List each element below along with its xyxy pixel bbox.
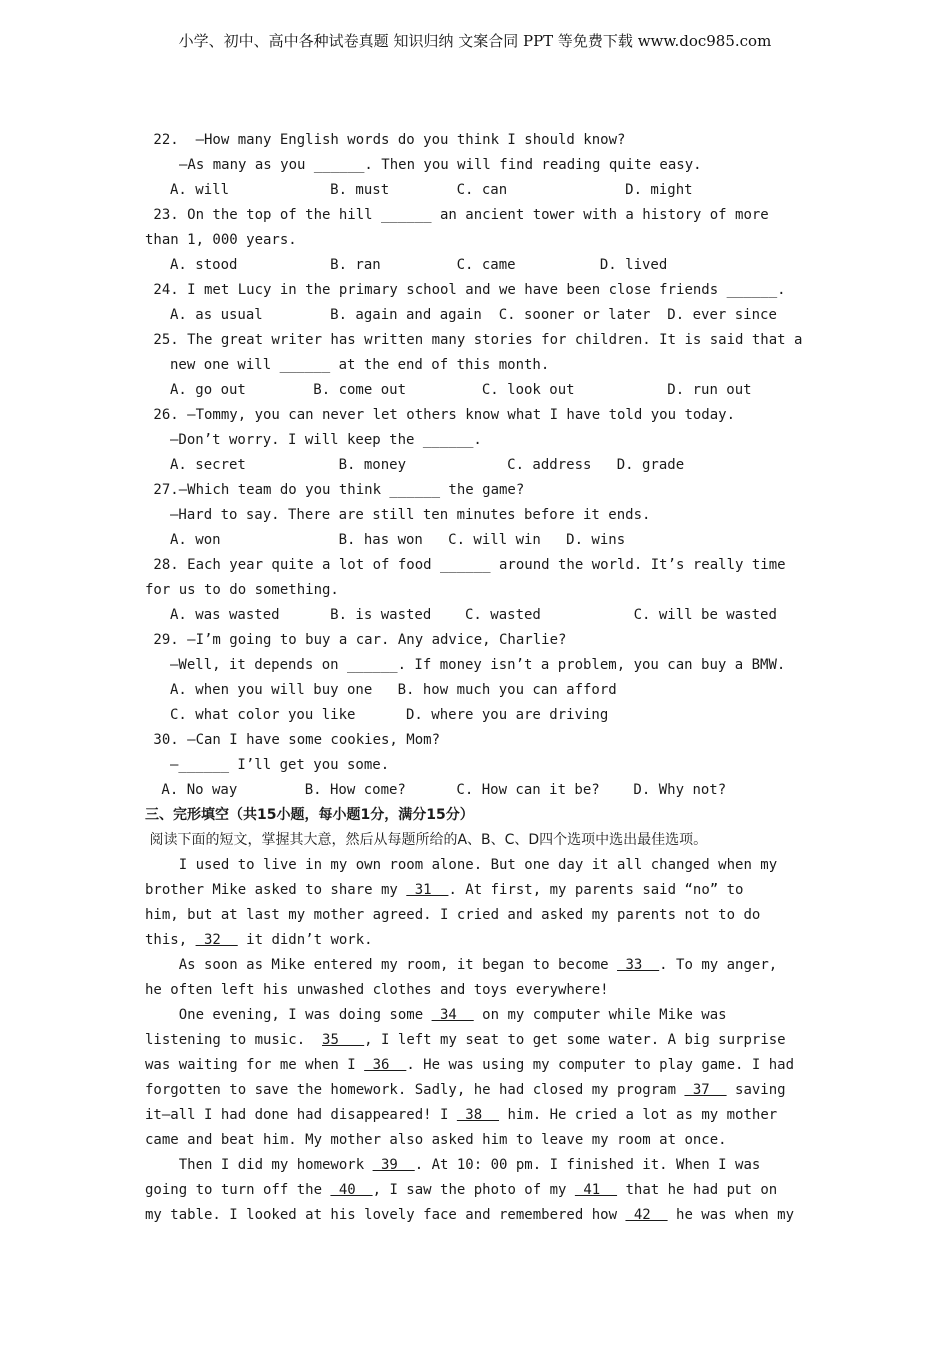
passage-text: , I left my seat to get some water. A big surprise — [364, 1032, 786, 1048]
passage-text: . To my anger, — [659, 957, 778, 973]
passage-text: , I saw the photo of my — [372, 1182, 575, 1198]
question-line: 23. On the top of the hill ______ an ancient tower with a history of more — [145, 207, 769, 223]
passage-text: brother Mike asked to share my — [145, 882, 407, 898]
passage-text: listening to music. — [145, 1032, 323, 1048]
passage-line — [145, 1003, 815, 1028]
cloze-passage — [145, 853, 815, 1228]
question-line: A. was wasted B. is wasted C. wasted C. will be wasted — [170, 607, 777, 623]
passage-line — [145, 1103, 815, 1128]
passage-line — [145, 878, 815, 903]
passage-text: on my computer while Mike was — [473, 1007, 727, 1023]
question-line: C. what color you like D. where you are driving — [170, 707, 609, 723]
passage-text: As soon as Mike entered my room, it began to become — [145, 957, 618, 973]
question-line: 24. I met Lucy in the primary school and we have been close friends ______. — [145, 282, 786, 298]
passage-text: I used to live in my own room alone. But one day it all changed when my — [145, 857, 778, 873]
passage-line — [145, 1178, 815, 1203]
passage-text: this, — [145, 932, 196, 948]
question-line: than 1, 000 years. — [145, 232, 297, 248]
passage-text: came and beat him. My mother also asked him to leave my room at once. — [145, 1132, 727, 1148]
cloze-blank: 37 — [684, 1082, 727, 1098]
question-line: for us to do something. — [145, 582, 339, 598]
passage-line — [145, 1203, 815, 1228]
passage-line — [145, 978, 815, 1003]
passage-text: was waiting for me when I — [145, 1057, 365, 1073]
passage-text: that he had put on — [617, 1182, 778, 1198]
question-line: A. when you will buy one B. how much you can afford — [170, 682, 617, 698]
passage-text: . He was using my computer to play game. I had — [406, 1057, 795, 1073]
question-line: 29. —I’m going to buy a car. Any advice, Charlie? — [145, 632, 567, 648]
question-line: A. secret B. money C. address D. grade — [170, 457, 685, 473]
cloze-blank: 33 — [617, 957, 660, 973]
cloze-blank: 36 — [364, 1057, 407, 1073]
question-line: —As many as you ______. Then you will find reading quite easy. — [179, 157, 702, 173]
passage-line — [145, 928, 815, 953]
cloze-blank: 39 — [372, 1157, 415, 1173]
passage-line — [145, 903, 815, 928]
question-line: 30. —Can I have some cookies, Mom? — [145, 732, 441, 748]
question-line: 28. Each year quite a lot of food ______ around the world. It’s really time — [145, 557, 786, 573]
question-line: —Hard to say. There are still ten minutes before it ends. — [170, 507, 651, 523]
question-line: —______ I’ll get you some. — [170, 757, 390, 773]
question-line: A. as usual B. again and again C. sooner or later D. ever since — [170, 307, 777, 323]
passage-text: him, but at last my mother agreed. I cried and asked my parents not to do — [145, 907, 761, 923]
question-line: 26. —Tommy, you can never let others know what I have told you today. — [145, 407, 736, 423]
exam-content — [145, 128, 815, 1228]
question-line: new one will ______ at the end of this month. — [170, 357, 550, 373]
cloze-blank: 32 — [195, 932, 238, 948]
passage-text: . At 10: 00 pm. I finished it. When I was — [414, 1157, 761, 1173]
question-line: A. go out B. come out C. look out D. run out — [170, 382, 752, 398]
passage-text: saving — [726, 1082, 786, 1098]
passage-text: Then I did my homework — [145, 1157, 373, 1173]
passage-line — [145, 1028, 815, 1053]
passage-text: One evening, I was doing some — [145, 1007, 432, 1023]
passage-line — [145, 853, 815, 878]
section-instruction: 阅读下面的短文，掌握其大意，然后从每题所给的A、B、C、D四个选项中选出最佳选项。 — [145, 832, 708, 848]
cloze-blank: 34 — [431, 1007, 474, 1023]
passage-line — [145, 1153, 815, 1178]
passage-line — [145, 1128, 815, 1153]
cloze-blank: 42 — [625, 1207, 668, 1223]
passage-line — [145, 1053, 815, 1078]
cloze-blank: 35 — [322, 1032, 365, 1048]
passage-text: going to turn off the — [145, 1182, 331, 1198]
passage-line — [145, 953, 815, 978]
passage-text: him. He cried a lot as my mother — [499, 1107, 778, 1123]
section-title: 三、完形填空（共15小题，每小题1分，满分15分） — [145, 807, 474, 823]
cloze-blank: 38 — [456, 1107, 500, 1123]
passage-text: it didn’t work. — [237, 932, 373, 948]
passage-text: he often left his unwashed clothes and toys everywhere! — [145, 982, 609, 998]
multiple-choice-questions — [145, 128, 815, 803]
question-line: A. will B. must C. can D. might — [170, 182, 693, 198]
passage-text: it—all I had done had disappeared! I — [145, 1107, 457, 1123]
question-line: A. No way B. How come? C. How can it be? D. Why not? — [153, 782, 727, 798]
question-line: 25. The great writer has written many stories for children. It is said that a — [145, 332, 803, 348]
question-line: 27.—Which team do you think ______ the game? — [145, 482, 525, 498]
passage-text: my table. I looked at his lovely face and remembered how — [145, 1207, 626, 1223]
question-line: A. won B. has won C. will win D. wins — [170, 532, 626, 548]
question-line: —Well, it depends on ______. If money isn’t a problem, you can buy a BMW. — [170, 657, 786, 673]
passage-text: he was when my — [667, 1207, 795, 1223]
passage-text: . At first, my parents said “no” to — [448, 882, 744, 898]
cloze-blank: 41 — [574, 1182, 618, 1198]
passage-text: forgotten to save the homework. Sadly, he had closed my program — [145, 1082, 685, 1098]
cloze-blank: 31 — [406, 882, 449, 898]
question-line: A. stood B. ran C. came D. lived — [170, 257, 668, 273]
cloze-blank: 40 — [330, 1182, 373, 1198]
question-line: —Don’t worry. I will keep the ______. — [170, 432, 482, 448]
passage-line — [145, 1078, 815, 1103]
page-header: 小学、初中、高中各种试卷真题 知识归纳 文案合同 PPT 等免费下载 www.doc985.com — [178, 32, 772, 50]
question-line: 22. —How many English words do you think I should know? — [145, 132, 626, 148]
